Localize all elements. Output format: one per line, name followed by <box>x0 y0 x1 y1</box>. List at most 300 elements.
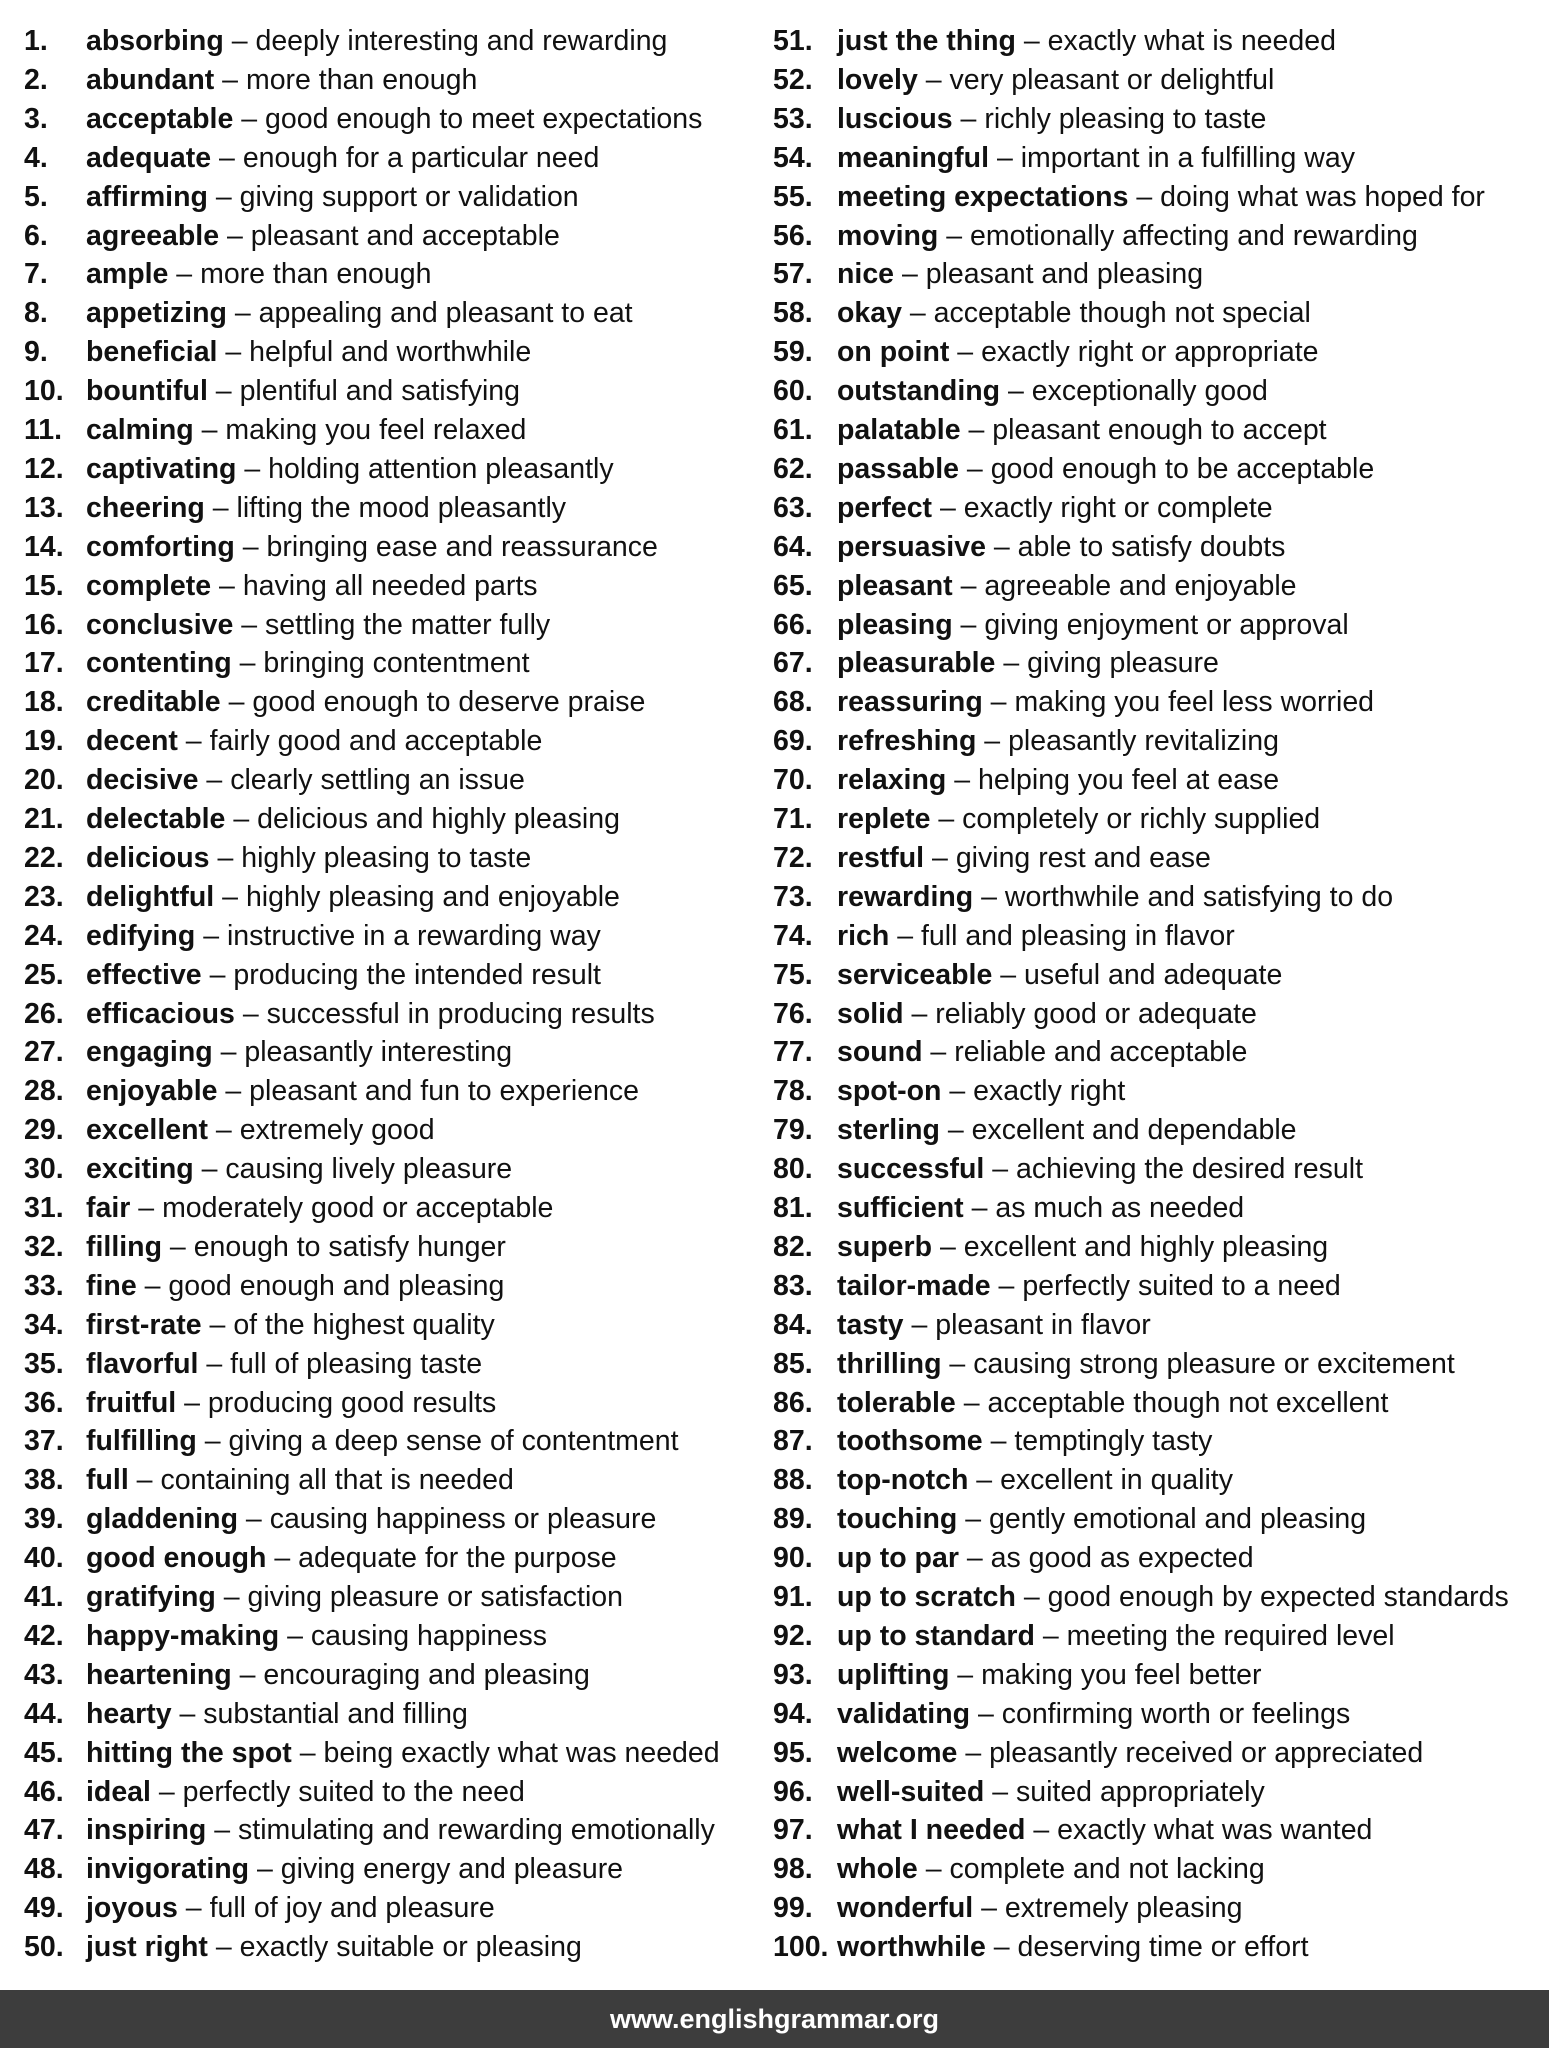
item-number: 37. <box>24 1425 64 1458</box>
list-item <box>24 995 655 1034</box>
item-number: 7. <box>24 258 48 291</box>
item-separator: – <box>1136 180 1153 213</box>
item-separator: – <box>897 919 914 952</box>
item-number: 78. <box>773 1075 813 1108</box>
item-separator: – <box>976 1464 993 1497</box>
item-number: 76. <box>773 997 813 1030</box>
item-separator: – <box>992 1153 1009 1186</box>
item-definition: being exactly what was needed <box>323 1736 720 1769</box>
item-word: fair <box>86 1192 131 1224</box>
item-separator: – <box>138 1192 155 1224</box>
item-number: 15. <box>24 569 64 602</box>
item-separator: – <box>201 414 218 446</box>
item-word: rewarding <box>837 880 974 913</box>
list-item <box>24 333 531 372</box>
item-number: 8. <box>24 297 48 330</box>
item-separator: – <box>971 1192 988 1224</box>
item-word: delectable <box>86 803 226 835</box>
item-separator: – <box>169 1230 186 1263</box>
item-word: spot-on <box>837 1075 942 1108</box>
item-number: 69. <box>773 725 813 758</box>
list-item <box>24 567 538 606</box>
item-number: 66. <box>773 608 813 641</box>
item-number: 5. <box>24 180 48 213</box>
item-word: agreeable <box>86 219 220 252</box>
list-item <box>773 1267 1341 1306</box>
list-item <box>773 1850 1265 1889</box>
item-word: tolerable <box>837 1386 956 1419</box>
list-item <box>773 217 1418 256</box>
item-separator: – <box>911 1308 928 1341</box>
item-word: refreshing <box>837 725 977 758</box>
item-number: 61. <box>773 414 813 446</box>
item-definition: pleasant in flavor <box>935 1308 1151 1341</box>
item-number: 41. <box>24 1581 64 1613</box>
item-separator: – <box>939 491 956 524</box>
item-word: serviceable <box>837 958 993 991</box>
item-number: 55. <box>773 180 813 213</box>
item-word: touching <box>837 1503 958 1536</box>
item-word: lovely <box>837 63 918 96</box>
item-definition: enough to satisfy hunger <box>193 1230 506 1263</box>
item-separator: – <box>241 608 258 641</box>
item-number: 27. <box>24 1036 64 1069</box>
item-separator: – <box>957 336 974 369</box>
item-definition: meeting the required level <box>1066 1619 1395 1652</box>
item-separator: – <box>201 1153 218 1186</box>
item-definition: extremely pleasing <box>1004 1892 1243 1925</box>
item-number: 77. <box>773 1036 813 1069</box>
list-item <box>773 411 1327 450</box>
item-word: delicious <box>86 841 210 874</box>
item-word: moving <box>837 219 939 252</box>
item-definition: causing lively pleasure <box>225 1153 513 1186</box>
item-definition: confirming worth or feelings <box>1001 1697 1351 1730</box>
item-word: whole <box>837 1853 918 1886</box>
item-definition: containing all that is needed <box>160 1464 514 1497</box>
item-definition: adequate for the purpose <box>298 1542 617 1575</box>
item-word: efficacious <box>86 997 235 1030</box>
item-word: engaging <box>86 1036 213 1069</box>
item-separator: – <box>222 63 239 96</box>
item-definition: exactly what is needed <box>1047 25 1336 57</box>
item-definition: having all needed parts <box>242 569 538 602</box>
item-definition: exactly right <box>973 1075 1126 1108</box>
item-separator: – <box>966 452 983 485</box>
list-item <box>24 1306 495 1345</box>
item-number: 46. <box>24 1775 64 1808</box>
item-word: fruitful <box>86 1386 177 1419</box>
item-word: delightful <box>86 880 215 913</box>
item-word: sound <box>837 1036 923 1069</box>
item-word: heartening <box>86 1658 232 1691</box>
list-item <box>773 139 1355 178</box>
item-word: sufficient <box>837 1192 964 1224</box>
item-word: pleasant <box>837 569 953 602</box>
item-number: 92. <box>773 1619 813 1652</box>
item-definition: delicious and highly pleasing <box>257 803 620 835</box>
item-definition: as much as needed <box>995 1192 1245 1224</box>
item-number: 65. <box>773 569 813 602</box>
list-item <box>773 956 1282 995</box>
item-number: 26. <box>24 997 64 1030</box>
item-definition: stimulating and rewarding emotionally <box>238 1814 715 1847</box>
item-word: hearty <box>86 1697 172 1730</box>
item-word: ample <box>86 258 169 291</box>
item-number: 25. <box>24 958 64 991</box>
item-number: 100. <box>773 1931 829 1964</box>
item-definition: agreeable and enjoyable <box>984 569 1297 602</box>
list-item <box>24 372 520 411</box>
item-number: 40. <box>24 1542 64 1575</box>
list-item <box>24 22 667 61</box>
item-separator: – <box>185 1892 202 1925</box>
item-word: affirming <box>86 180 208 213</box>
item-separator: – <box>225 336 242 369</box>
item-word: validating <box>837 1697 971 1730</box>
list-item <box>773 1578 1509 1617</box>
item-definition: giving pleasure <box>1027 647 1219 680</box>
item-separator: – <box>158 1775 175 1808</box>
list-item <box>24 1384 496 1423</box>
item-word: bountiful <box>86 375 208 408</box>
item-separator: – <box>184 1386 200 1419</box>
list-item <box>773 567 1297 606</box>
item-definition: pleasant and pleasing <box>925 258 1204 291</box>
list-item <box>773 1072 1125 1111</box>
list-item <box>773 1306 1151 1345</box>
list-item <box>773 683 1374 722</box>
item-definition: highly pleasing to taste <box>241 841 532 874</box>
item-definition: acceptable though not special <box>933 297 1311 330</box>
item-definition: perfectly suited to the need <box>182 1775 525 1808</box>
item-number: 29. <box>24 1114 64 1147</box>
item-number: 43. <box>24 1658 64 1691</box>
item-number: 24. <box>24 919 64 952</box>
footer-url[interactable]: www.englishgrammar.org <box>609 2004 940 2034</box>
item-word: well-suited <box>837 1775 985 1808</box>
list-item <box>24 722 542 761</box>
list-item <box>773 1189 1244 1228</box>
item-definition: worthwhile and satisfying to do <box>1004 880 1394 913</box>
item-separator: – <box>136 1464 153 1497</box>
item-word: good enough <box>86 1542 267 1575</box>
item-definition: moderately good or acceptable <box>162 1192 554 1224</box>
item-word: up to standard <box>837 1619 1035 1652</box>
item-number: 10. <box>24 375 64 408</box>
item-word: just right <box>86 1931 208 1964</box>
item-separator: – <box>911 997 928 1030</box>
item-separator: – <box>144 1269 161 1302</box>
item-definition: full of pleasing taste <box>230 1347 483 1380</box>
item-number: 28. <box>24 1075 64 1108</box>
list-item <box>24 528 658 567</box>
item-definition: temptingly tasty <box>1014 1425 1213 1458</box>
item-separator: – <box>996 141 1013 174</box>
item-number: 18. <box>24 686 64 719</box>
item-word: pleasing <box>837 608 953 641</box>
item-separator: – <box>219 569 235 602</box>
item-separator: – <box>179 1697 196 1730</box>
list-item <box>24 1539 617 1578</box>
item-separator: – <box>939 1230 956 1263</box>
item-number: 32. <box>24 1230 64 1263</box>
list-item <box>24 450 614 489</box>
item-word: okay <box>837 297 902 330</box>
list-item <box>24 61 477 100</box>
list-item <box>24 489 566 528</box>
item-definition: exactly suitable or pleasing <box>239 1931 582 1964</box>
item-word: enjoyable <box>86 1075 218 1108</box>
list-item <box>773 1500 1366 1539</box>
item-number: 21. <box>24 803 64 835</box>
item-separator: – <box>225 1075 242 1108</box>
list-item <box>24 1500 656 1539</box>
item-number: 98. <box>773 1853 813 1886</box>
item-number: 93. <box>773 1658 813 1691</box>
list-item <box>773 528 1285 567</box>
item-separator: – <box>1003 647 1020 680</box>
item-number: 12. <box>24 452 64 485</box>
item-word: happy-making <box>86 1619 280 1652</box>
item-number: 83. <box>773 1269 813 1302</box>
item-separator: – <box>954 764 971 797</box>
item-definition: very pleasant or delightful <box>949 63 1275 96</box>
item-word: rich <box>837 919 890 952</box>
item-word: uplifting <box>837 1658 950 1691</box>
item-definition: giving a deep sense of contentment <box>228 1425 679 1458</box>
item-separator: – <box>993 530 1010 563</box>
item-separator: – <box>968 414 985 446</box>
item-separator: – <box>963 1386 980 1419</box>
item-definition: good enough to meet expectations <box>265 102 703 135</box>
item-word: replete <box>837 803 931 835</box>
item-definition: exactly what was wanted <box>1057 1814 1373 1847</box>
item-word: nice <box>837 258 895 291</box>
list-item <box>24 644 530 683</box>
item-word: joyous <box>86 1892 178 1925</box>
item-word: captivating <box>86 452 237 485</box>
item-definition: emotionally affecting and rewarding <box>970 219 1418 252</box>
item-number: 33. <box>24 1269 64 1302</box>
item-word: solid <box>837 997 904 1030</box>
item-definition: more than enough <box>245 63 478 96</box>
item-word: tailor-made <box>837 1269 991 1302</box>
item-separator: – <box>947 1114 964 1147</box>
item-word: ideal <box>86 1775 151 1808</box>
item-definition: appealing and pleasant to eat <box>258 297 633 330</box>
item-definition: good enough by expected standards <box>1047 1581 1509 1613</box>
item-separator: – <box>949 1347 966 1380</box>
item-separator: – <box>960 569 977 602</box>
item-number: 34. <box>24 1308 64 1341</box>
item-definition: giving support or validation <box>239 180 579 213</box>
item-word: up to par <box>837 1542 959 1575</box>
item-definition: excellent and dependable <box>971 1114 1297 1147</box>
item-separator: – <box>245 1503 262 1536</box>
item-word: beneficial <box>86 336 218 369</box>
item-definition: causing strong pleasure or excitement <box>973 1347 1455 1380</box>
item-definition: substantial and filling <box>203 1697 468 1730</box>
item-separator: – <box>244 452 261 485</box>
item-definition: causing happiness <box>310 1619 547 1652</box>
item-separator: – <box>222 880 239 913</box>
item-separator: – <box>241 102 258 135</box>
item-separator: – <box>217 841 234 874</box>
list-item <box>24 1656 590 1695</box>
item-word: passable <box>837 452 959 485</box>
list-item <box>773 761 1279 800</box>
item-separator: – <box>965 1736 982 1769</box>
item-definition: making you feel relaxed <box>225 414 527 446</box>
item-definition: acceptable though not excellent <box>987 1386 1389 1419</box>
item-number: 70. <box>773 764 813 797</box>
list-item <box>24 606 550 645</box>
list-item <box>24 1228 506 1267</box>
list-item <box>24 178 579 217</box>
item-definition: lifting the mood pleasantly <box>236 491 567 524</box>
item-word: what I needed <box>837 1814 1026 1847</box>
list-item <box>24 139 599 178</box>
item-separator: – <box>209 958 226 991</box>
item-number: 73. <box>773 880 813 913</box>
item-number: 99. <box>773 1892 813 1925</box>
item-definition: achieving the desired result <box>1016 1153 1364 1186</box>
item-word: invigorating <box>86 1853 250 1886</box>
item-word: worthwhile <box>837 1931 986 1964</box>
list-item <box>773 1811 1372 1850</box>
item-separator: – <box>932 841 948 874</box>
item-separator: – <box>234 297 251 330</box>
list-item <box>24 411 526 450</box>
item-definition: suited appropriately <box>1015 1775 1265 1808</box>
item-definition: excellent in quality <box>1000 1464 1233 1497</box>
item-definition: excellent and highly pleasing <box>963 1230 1329 1263</box>
list-item <box>24 255 431 294</box>
item-word: meeting expectations <box>837 180 1129 213</box>
item-definition: causing happiness or pleasure <box>269 1503 657 1536</box>
item-definition: good enough to be acceptable <box>990 452 1375 485</box>
list-item <box>773 1422 1212 1461</box>
item-number: 36. <box>24 1386 64 1419</box>
list-item <box>24 1422 679 1461</box>
list-item <box>24 1072 639 1111</box>
item-separator: – <box>981 1892 997 1925</box>
item-definition: giving rest and ease <box>955 841 1211 874</box>
item-definition: fairly good and acceptable <box>209 725 543 758</box>
item-number: 68. <box>773 686 813 719</box>
item-number: 89. <box>773 1503 813 1536</box>
item-word: meaningful <box>837 141 990 174</box>
item-separator: – <box>274 1542 291 1575</box>
item-separator: – <box>1007 375 1024 408</box>
item-number: 44. <box>24 1697 64 1730</box>
item-word: fine <box>86 1269 137 1302</box>
item-separator: – <box>214 1814 231 1847</box>
list-item <box>773 450 1374 489</box>
item-definition: completely or richly supplied <box>962 803 1321 835</box>
item-number: 95. <box>773 1736 813 1769</box>
item-separator: – <box>925 1853 942 1886</box>
list-item <box>24 1033 512 1072</box>
item-definition: good enough to deserve praise <box>252 686 646 719</box>
item-number: 71. <box>773 803 813 835</box>
item-number: 51. <box>773 25 813 57</box>
item-word: top-notch <box>837 1464 969 1497</box>
item-separator: – <box>212 491 229 524</box>
item-separator: – <box>203 919 220 952</box>
item-number: 81. <box>773 1192 813 1224</box>
item-word: effective <box>86 958 202 991</box>
item-definition: making you feel better <box>981 1658 1262 1691</box>
item-definition: deserving time or effort <box>1017 1931 1309 1964</box>
item-separator: – <box>206 764 223 797</box>
item-word: complete <box>86 569 212 602</box>
item-word: appetizing <box>86 297 227 330</box>
item-word: just the thing <box>837 25 1016 57</box>
item-separator: – <box>219 141 235 174</box>
item-number: 11. <box>24 414 63 446</box>
item-word: decisive <box>86 764 199 797</box>
item-number: 9. <box>24 336 48 369</box>
item-separator: – <box>1000 958 1017 991</box>
item-definition: pleasant and acceptable <box>250 219 560 252</box>
list-item <box>24 100 702 139</box>
item-word: thrilling <box>837 1347 942 1380</box>
item-number: 96. <box>773 1775 813 1808</box>
item-word: edifying <box>86 919 196 952</box>
item-number: 67. <box>773 647 813 680</box>
item-word: gratifying <box>86 1581 216 1613</box>
list-item <box>24 761 525 800</box>
item-separator: – <box>242 530 259 563</box>
list-item <box>24 1928 582 1967</box>
item-number: 86. <box>773 1386 813 1419</box>
item-definition: making you feel less worried <box>1014 686 1375 719</box>
list-item <box>24 1889 495 1928</box>
item-number: 50. <box>24 1931 64 1964</box>
item-number: 42. <box>24 1619 64 1652</box>
item-word: gladdening <box>86 1503 238 1536</box>
list-item <box>773 1033 1247 1072</box>
item-word: perfect <box>837 491 933 524</box>
item-definition: helpful and worthwhile <box>249 336 532 369</box>
item-separator: – <box>215 375 232 408</box>
list-item <box>773 489 1273 528</box>
item-definition: important in a fulfilling way <box>1020 141 1355 174</box>
list-item <box>773 839 1211 878</box>
item-definition: more than enough <box>200 258 432 291</box>
item-separator: – <box>938 803 955 835</box>
item-word: tasty <box>837 1308 904 1341</box>
list-item <box>24 917 601 956</box>
item-separator: – <box>215 1931 232 1964</box>
list-item <box>773 372 1268 411</box>
list-item <box>24 800 620 839</box>
list-item <box>773 644 1219 683</box>
item-definition: richly pleasing to taste <box>984 102 1267 135</box>
list-item <box>24 956 601 995</box>
item-word: on point <box>837 336 950 369</box>
item-word: luscious <box>837 102 953 135</box>
item-definition: doing what was hoped for <box>1160 180 1485 213</box>
list-item <box>24 1773 525 1812</box>
item-number: 60. <box>773 375 813 408</box>
footer-bar <box>0 1990 1549 2048</box>
list-item <box>773 1695 1350 1734</box>
item-separator: – <box>233 803 250 835</box>
item-number: 30. <box>24 1153 64 1186</box>
